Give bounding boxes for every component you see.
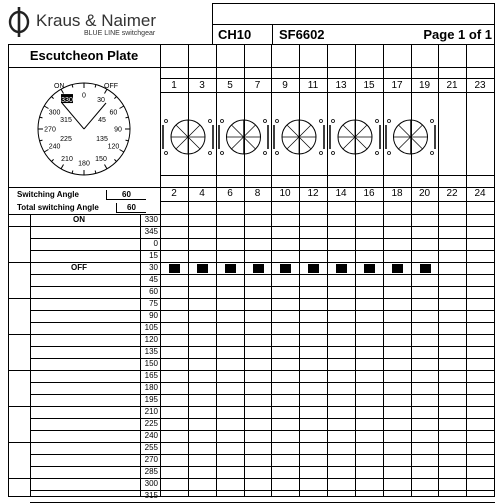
position-angle: 240 xyxy=(144,431,158,440)
position-angle: 90 xyxy=(149,311,158,320)
position-label: ON xyxy=(73,215,85,224)
contact-closed-marker xyxy=(280,264,291,273)
contact-closed-marker xyxy=(420,264,431,273)
terminal-bottom: 24 xyxy=(474,188,486,199)
position-angle: 60 xyxy=(149,287,158,296)
row-divider xyxy=(8,478,495,479)
contact-schematic xyxy=(160,92,495,182)
dial-number: 270 xyxy=(44,126,56,134)
page-indicator: Page 1 of 1 xyxy=(423,27,492,42)
row-divider xyxy=(8,334,495,335)
dial-label-off: OFF xyxy=(104,83,118,90)
position-angle: 45 xyxy=(149,275,158,284)
terminal-bottom: 12 xyxy=(307,188,319,199)
row-divider xyxy=(30,346,495,347)
terminal-top: 19 xyxy=(418,80,431,91)
row-divider xyxy=(8,406,495,407)
switching-angle-label: Switching Angle xyxy=(17,190,79,199)
terminal-top: 15 xyxy=(363,80,375,91)
brand-name: Kraus & Naimer xyxy=(36,11,156,30)
dial-inner-number: 135 xyxy=(96,136,108,143)
position-angle: 210 xyxy=(144,407,158,416)
position-angle: 135 xyxy=(144,347,158,356)
switch-type: CH10 xyxy=(218,27,252,42)
switching-angle-value: 60 xyxy=(106,190,146,200)
terminal-top: 21 xyxy=(446,80,458,91)
position-angle: 105 xyxy=(144,323,158,332)
dial-number: 300 xyxy=(48,109,61,117)
row-divider xyxy=(30,274,495,275)
position-angle: 270 xyxy=(144,455,158,464)
position-angle: 15 xyxy=(149,251,158,260)
row-divider xyxy=(30,238,495,239)
row-divider xyxy=(30,466,495,467)
position-angle: 75 xyxy=(149,299,158,308)
terminal-top: 7 xyxy=(254,80,261,91)
terminal-bottom: 8 xyxy=(254,188,261,199)
plate-title: Escutcheon Plate xyxy=(29,48,139,63)
terminal-bottom: 16 xyxy=(363,188,375,199)
terminal-top: 11 xyxy=(307,80,319,91)
row-divider xyxy=(30,286,495,287)
dial-number: 330 xyxy=(61,97,73,105)
header-divider xyxy=(160,201,495,202)
row-divider xyxy=(30,322,495,323)
position-angle: 0 xyxy=(153,239,158,248)
position-angle: 345 xyxy=(144,227,158,236)
header-divider xyxy=(160,67,495,68)
dial-inner-number: 225 xyxy=(60,136,72,143)
terminal-bottom: 14 xyxy=(335,188,347,199)
row-divider xyxy=(8,442,495,443)
terminal-top: 1 xyxy=(171,80,177,91)
row-label-divider xyxy=(30,214,31,496)
contact-closed-marker xyxy=(336,264,347,273)
contact-closed-marker xyxy=(308,264,319,273)
dial-number: 150 xyxy=(95,155,107,163)
angle-divider xyxy=(140,214,141,496)
position-angle: 180 xyxy=(144,383,158,392)
total-switching-angle-label: Total switching Angle xyxy=(17,203,99,212)
dial-number: 240 xyxy=(48,143,61,151)
contact-closed-marker xyxy=(169,264,180,273)
terminal-bottom: 2 xyxy=(171,188,177,199)
dial-number: 30 xyxy=(97,97,105,105)
contact-closed-marker xyxy=(197,264,208,273)
row-divider xyxy=(30,418,495,419)
row-divider xyxy=(30,310,495,311)
brand-tagline: BLUE LINE switchgear xyxy=(84,30,156,37)
position-angle: 120 xyxy=(144,335,158,344)
contact-closed-marker xyxy=(392,264,403,273)
row-divider xyxy=(30,382,495,383)
terminal-bottom: 20 xyxy=(418,188,431,199)
contact-closed-marker xyxy=(253,264,264,273)
dial-number: 90 xyxy=(114,126,122,134)
total-switching-angle-value: 60 xyxy=(116,203,146,213)
position-angle: 285 xyxy=(144,467,158,476)
row-divider xyxy=(30,490,495,491)
row-divider xyxy=(30,430,495,431)
switch-code: SF6602 xyxy=(279,27,325,42)
terminal-top: 3 xyxy=(199,80,205,91)
terminal-top: 13 xyxy=(335,80,347,91)
terminal-top: 5 xyxy=(227,80,233,91)
header-divider xyxy=(160,78,495,79)
position-angle: 330 xyxy=(144,215,158,224)
dial-inner-number: 315 xyxy=(60,117,72,124)
row-divider xyxy=(30,394,495,395)
row-divider xyxy=(30,454,495,455)
position-angle: 150 xyxy=(144,359,158,368)
row-divider xyxy=(30,358,495,359)
row-divider xyxy=(8,226,495,227)
terminal-top: 9 xyxy=(282,80,288,91)
position-angle: 255 xyxy=(144,443,158,452)
contact-closed-marker xyxy=(364,264,375,273)
escutcheon-dial xyxy=(0,0,160,200)
terminal-bottom: 18 xyxy=(391,188,403,199)
terminal-bottom: 6 xyxy=(227,188,233,199)
dial-number: 180 xyxy=(78,160,90,168)
terminal-top: 23 xyxy=(474,80,486,91)
position-angle: 300 xyxy=(144,479,158,488)
dial-number: 0 xyxy=(82,92,86,100)
row-divider xyxy=(30,250,495,251)
terminal-bottom: 10 xyxy=(279,188,291,199)
row-divider xyxy=(8,298,495,299)
dial-number: 120 xyxy=(107,143,120,151)
dial-number: 60 xyxy=(109,109,118,117)
position-angle: 30 xyxy=(149,263,158,272)
dial-label-on: ON xyxy=(54,83,65,90)
position-angle: 225 xyxy=(144,419,158,428)
terminal-bottom: 4 xyxy=(199,188,205,199)
terminal-top: 17 xyxy=(391,80,403,91)
contact-closed-marker xyxy=(225,264,236,273)
position-angle: 165 xyxy=(144,371,158,380)
dial-number: 210 xyxy=(61,155,73,163)
position-angle: 315 xyxy=(144,491,158,500)
terminal-bottom: 22 xyxy=(446,188,458,199)
position-angle: 195 xyxy=(144,395,158,404)
dial-inner-number: 45 xyxy=(98,117,106,124)
row-divider xyxy=(8,370,495,371)
position-label: OFF xyxy=(71,263,87,272)
